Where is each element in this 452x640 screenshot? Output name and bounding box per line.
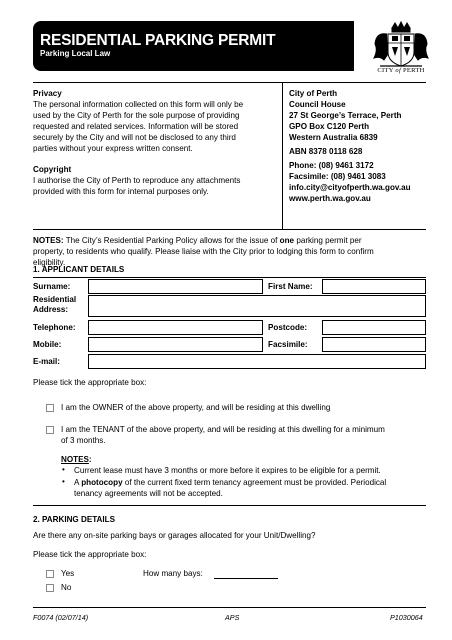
divider (33, 82, 426, 83)
footer-doc-number: P1030064 (390, 613, 423, 622)
tick-prompt: Please tick the appropriate box: (33, 378, 147, 387)
owner-checkbox[interactable] (46, 404, 54, 412)
tenant-note: tenancy agreements will not be accepted. (74, 489, 223, 498)
contact-fax: Facsimile: (08) 9461 3083 (289, 172, 386, 181)
footer-divider (33, 607, 426, 608)
privacy-line: used by the City of Perth for the sole purpose of providing (33, 111, 240, 120)
residential-address-field[interactable] (88, 295, 426, 317)
privacy-line: securely by the City and will not be disclosed to any third (33, 133, 236, 142)
no-checkbox[interactable] (46, 584, 54, 592)
owner-option-label: I am the OWNER of the above property, and will be residing at this dwelling (61, 403, 331, 412)
postcode-field[interactable] (322, 320, 426, 335)
parking-tick-prompt: Please tick the appropriate box: (33, 550, 147, 559)
first-name-label: First Name: (268, 282, 313, 291)
section-heading-applicant: 1. APPLICANT DETAILS (33, 265, 125, 274)
no-option-label: No (61, 583, 72, 592)
tenant-option-label: of 3 months. (61, 436, 106, 445)
contact-website-link[interactable]: www.perth.wa.gov.au (289, 194, 371, 203)
telephone-label: Telephone: (33, 323, 76, 332)
notes-paragraph-line: property, to residents who qualify. Please liaise with the City prior to lodging this form to confirm (33, 247, 374, 256)
notes-paragraph-line: NOTES: The City’s Residential Parking Policy allows for the issue of one parking permit per (33, 236, 362, 245)
tenant-note: Current lease must have 3 months or more before it expires to be eligible for a permit. (74, 466, 381, 475)
copyright-line: I authorise the City of Perth to reproduce any attachments (33, 176, 241, 185)
tenant-note: A photocopy of the current fixed term tenancy agreement must be provided. Periodical (74, 478, 387, 487)
city-of-perth-crest-logo (370, 20, 432, 72)
privacy-line: parties without your express written consent. (33, 144, 193, 153)
email-label: E-mail: (33, 357, 60, 366)
postcode-label: Postcode: (268, 323, 308, 332)
yes-option-label: Yes (61, 569, 75, 578)
how-many-bays-field[interactable] (214, 578, 278, 579)
first-name-field[interactable] (322, 279, 426, 294)
residential-address-label: Residential (33, 295, 77, 304)
privacy-line: The personal information collected on this form will only be (33, 100, 244, 109)
form-subtitle: Parking Local Law (40, 49, 111, 58)
copyright-heading: Copyright (33, 165, 72, 174)
abn: ABN 8378 0118 628 (289, 147, 363, 156)
contact-line: Western Australia 6839 (289, 133, 378, 142)
parking-question: Are there any on-site parking bays or garages allocated for your Unit/Dwelling? (33, 531, 316, 540)
privacy-line: requested and related services. Information will be stored (33, 122, 239, 131)
bullet-icon: • (62, 477, 65, 486)
mobile-label: Mobile: (33, 340, 62, 349)
divider (33, 505, 426, 506)
surname-field[interactable] (88, 279, 263, 294)
surname-label: Surname: (33, 282, 71, 291)
contact-line: 27 St George’s Terrace, Perth (289, 111, 402, 120)
privacy-heading: Privacy (33, 89, 62, 98)
how-many-bays-label: How many bays: (143, 569, 203, 578)
facsimile-field[interactable] (322, 337, 426, 352)
yes-checkbox[interactable] (46, 570, 54, 578)
footer-form-code: F0074 (02/07/14) (33, 613, 89, 622)
footer-center: APS (225, 613, 240, 622)
form-title: RESIDENTIAL PARKING PERMIT (40, 32, 276, 49)
bullet-icon: • (62, 465, 65, 474)
logo-wordmark: CITY of PERTH (377, 67, 425, 74)
section-heading-parking: 2. PARKING DETAILS (33, 515, 115, 524)
contact-line: City of Perth (289, 89, 338, 98)
contact-phone: Phone: (08) 9461 3172 (289, 161, 374, 170)
telephone-field[interactable] (88, 320, 263, 335)
tenant-checkbox[interactable] (46, 426, 54, 434)
divider (33, 277, 426, 278)
email-field[interactable] (88, 354, 426, 369)
notes-paragraph-line: eligibility. (33, 258, 66, 267)
mobile-field[interactable] (88, 337, 263, 352)
contact-email-link[interactable]: info.city@cityofperth.wa.gov.au (289, 183, 411, 192)
contact-line: Council House (289, 100, 346, 109)
tenant-notes-heading: NOTES: (61, 455, 92, 464)
divider (33, 229, 426, 230)
column-divider (282, 82, 283, 229)
residential-address-label: Address: (33, 305, 69, 314)
facsimile-label: Facsimile: (268, 340, 308, 349)
tenant-option-label: I am the TENANT of the above property, and will be residing at this dwelling for a minimum (61, 425, 385, 434)
copyright-line: provided with this form for internal purposes only. (33, 187, 209, 196)
title-banner (33, 21, 354, 71)
contact-line: GPO Box C120 Perth (289, 122, 370, 131)
